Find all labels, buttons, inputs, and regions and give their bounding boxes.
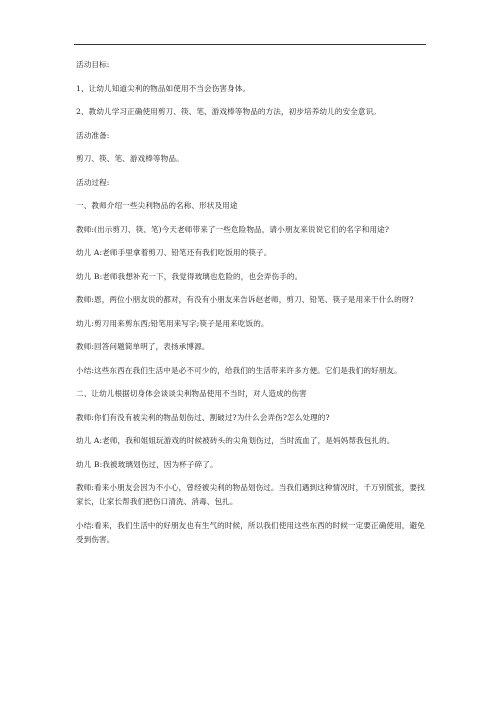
- goal-item-2: 2、教幼儿学习正确使用剪刀、筷、笔、游戏棒等物品的方法，初步培养幼儿的安全意识。: [76, 107, 381, 116]
- summary-paragraph: 小结:看来，我们生活中的好朋友也有生气的时候，所以我们使用这些东西的时候一定要正确使用，避免受到伤害。: [76, 520, 425, 544]
- dialogue-paragraph: 幼儿:剪刀用来剪东西;铅笔用来写字;筷子是用来吃饭的。: [76, 318, 269, 328]
- summary-paragraph: 小结:这些东西在我们生活中是必不可少的，给我们的生活带来许多方便。它们是我们的好朋友。: [76, 365, 402, 375]
- dialogue-paragraph: 教师:恩，两位小朋友说的都对，有没有小朋友来告诉赵老师，剪刀、铅笔、筷子是用来干什么的呀?: [76, 295, 414, 304]
- process-step-1-heading: 一、教师介绍一些尖利物品的名称、形状及用途: [76, 201, 238, 210]
- section-heading-goals: 活动目标:: [76, 60, 110, 69]
- document-body: [76, 58, 426, 556]
- section-heading-process: 活动过程:: [76, 177, 110, 187]
- process-step-2-heading: 二、让幼儿根据切身体会谈谈尖利物品使用不当时，对人造成的伤害: [76, 389, 307, 398]
- section-heading-preparation: 活动准备:: [76, 130, 110, 140]
- dialogue-paragraph: 教师:(出示剪刀、筷、笔)今天老师带来了一些危险物品，请小朋友来说说它们的名字和用途?: [76, 224, 390, 234]
- dialogue-paragraph: 教师:看来小朋友会因为不小心，曾经被尖利的物品划伤过。当我们遇到这种情况时，千万别慌张，要找家长，让家长帮我们把伤口清洗、消毒、包扎。: [76, 483, 425, 506]
- dialogue-paragraph: 幼儿 A:老师，我和姐姐玩游戏的时候被砖头的尖角划伤过，当时流血了，是妈妈帮我包扎的。: [76, 436, 395, 445]
- dialogue-paragraph: 幼儿 B:我被玻璃划伤过，因为杯子碎了。: [76, 459, 218, 469]
- preparation-materials: 剪刀、筷、笔、游戏棒等物品。: [76, 154, 184, 163]
- dialogue-paragraph: 教师:回答问题简单明了，表扬承博源。: [76, 342, 210, 351]
- dialogue-paragraph: 幼儿 B:老师我想补充一下，我觉得玻璃也危险的，也会弄伤手的。: [76, 271, 303, 281]
- goal-item-1: 1、让幼儿知道尖利的物品如使用不当会伤害身体。: [76, 83, 251, 93]
- header-rule: [74, 44, 426, 45]
- dialogue-paragraph: 教师:你们有没有被尖利的物品划伤过、割破过?为什么会弄伤?怎么处理的?: [76, 412, 330, 422]
- dialogue-paragraph: 幼儿 A:老师手里拿着剪刀、铅笔还有我们吃饭用的筷子。: [76, 248, 272, 257]
